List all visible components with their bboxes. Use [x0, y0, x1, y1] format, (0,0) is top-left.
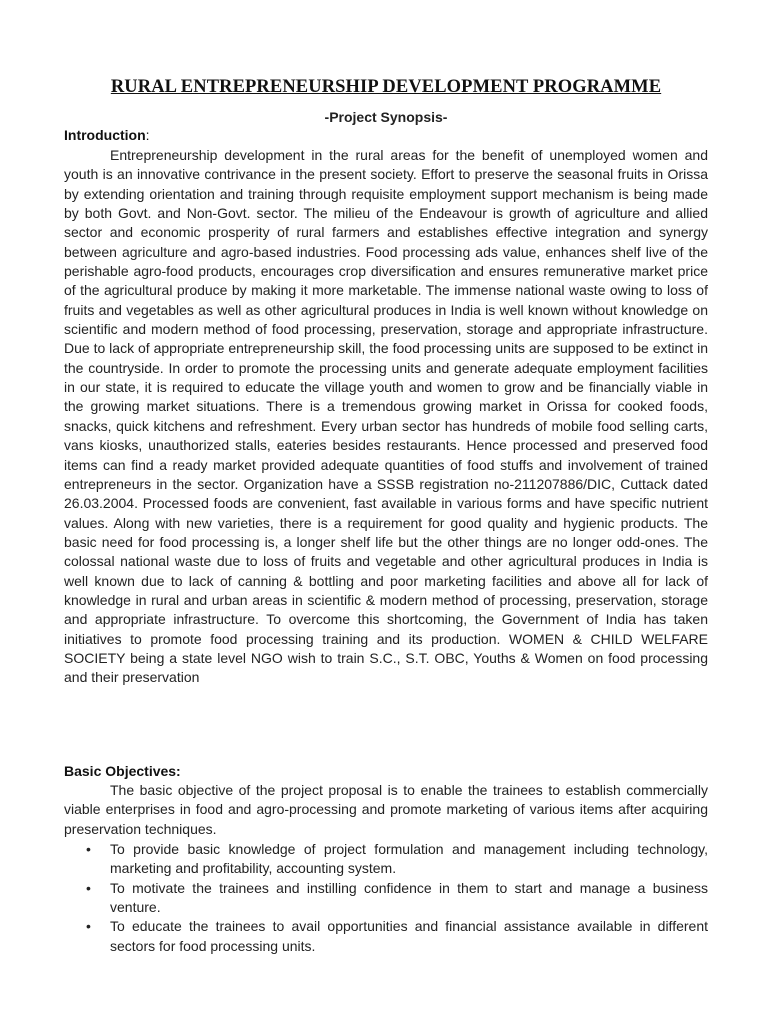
objectives-bullet-item [64, 879, 708, 918]
introduction-heading-colon: : [145, 127, 150, 143]
objectives-bullet-list [64, 840, 708, 956]
objectives-bullet-text: To motivate the trainees and instilling confidence in them to start and manage a business venture. [110, 879, 708, 916]
objectives-bullet-text: To provide basic knowledge of project formulation and management including technology, marketing and profitability, accounting system. [110, 841, 708, 877]
bullet-icon: • [86, 841, 91, 857]
introduction-heading-text: Introduction [64, 127, 146, 143]
document-title: RURAL ENTREPRENEURSHIP DEVELOPMENT PROGRAMME [110, 77, 662, 97]
objectives-bullet-item [64, 917, 708, 956]
objectives-paragraph: The basic objective of the project proposal is to enable the trainees to establish commercially viable enterprises in food and agro-processing and promote marketing of various items after acquiring preservation techniques. [64, 782, 708, 837]
introduction-paragraph: Entrepreneurship development in the rural areas for the benefit of unemployed women and youth is an innovative contrivance in the present society. Effort to preserve the seasonal fruits in Orissa by extending orientation and training through requisite employment support mechanism is being made by both Govt. and Non-Govt. sector. The milieu of the Endeavour is growth of agriculture and allied sector and economic prosperity of rural farmers and establishes effective integration and synergy between agriculture and agro-based industries. Food processing ads value, enhances shelf live of the perishable agro-food products, encourages crop diversification and ensures remunerative market price of the agricultural produce by making it more marketable. The immense national waste owing to loss of fruits and vegetables as well as other agricultural produces in India is well known without knowledge on scientific and modern method of food processing, preservation, storage and appropriate infrastructure. Due to lack of appropriate entrepreneurship skill, the food processing units are supposed to be extinct in the countryside. In order to promote the processing units and generate adequate employment facilities in our state, it is required to educate the village youth and women to grow and be financially viable in the growing market situations. There is a tremendous growing market in Orissa for cooked foods, snacks, quick kitchens and refreshment. Every urban sector has hundreds of mobile food selling carts, vans kiosks, unauthorized stalls, eateries besides restaurants. Hence processed and preserved food items can find a ready market provided adequate quantities of food stuffs and involvement of trained entrepreneurs in the sector. Organization have a SSSB registration no-211207886/DIC, Cuttack dated 26.03.2004. Processed foods are convenient, fast available in various forms and have specific nutrient values. Along with new varieties, there is a requirement for good quality and hygienic products. The basic need for food processing is, a longer shelf life but the other things are no longer odd-ones. The colossal national waste due to loss of fruits and vegetable and other agricultural produces in India is well known due to lack of canning & bottling and poor marketing facilities and above all for lack of knowledge in rural and urban areas in scientific & modern method of processing, preservation, storage and appropriate infrastructure. To overcome this shortcoming, the Government of India has taken initiatives to promote food processing training and its production. WOMEN & CHILD WELFARE SOCIETY being a state level NGO wish to train S.C., S.T. OBC, Youths & Women on food processing and their preservation [64, 147, 708, 686]
introduction-heading [64, 126, 150, 145]
objectives-bullet-text: To educate the trainees to avail opportunities and financial assistance available in different sectors for food processing units. [110, 918, 708, 954]
objectives-heading: Basic Objectives: [64, 763, 181, 779]
bullet-icon: • [86, 918, 91, 935]
objectives-bullet-item [64, 840, 708, 879]
bullet-icon: • [86, 879, 91, 896]
document-subtitle: -Project Synopsis- [324, 109, 448, 125]
